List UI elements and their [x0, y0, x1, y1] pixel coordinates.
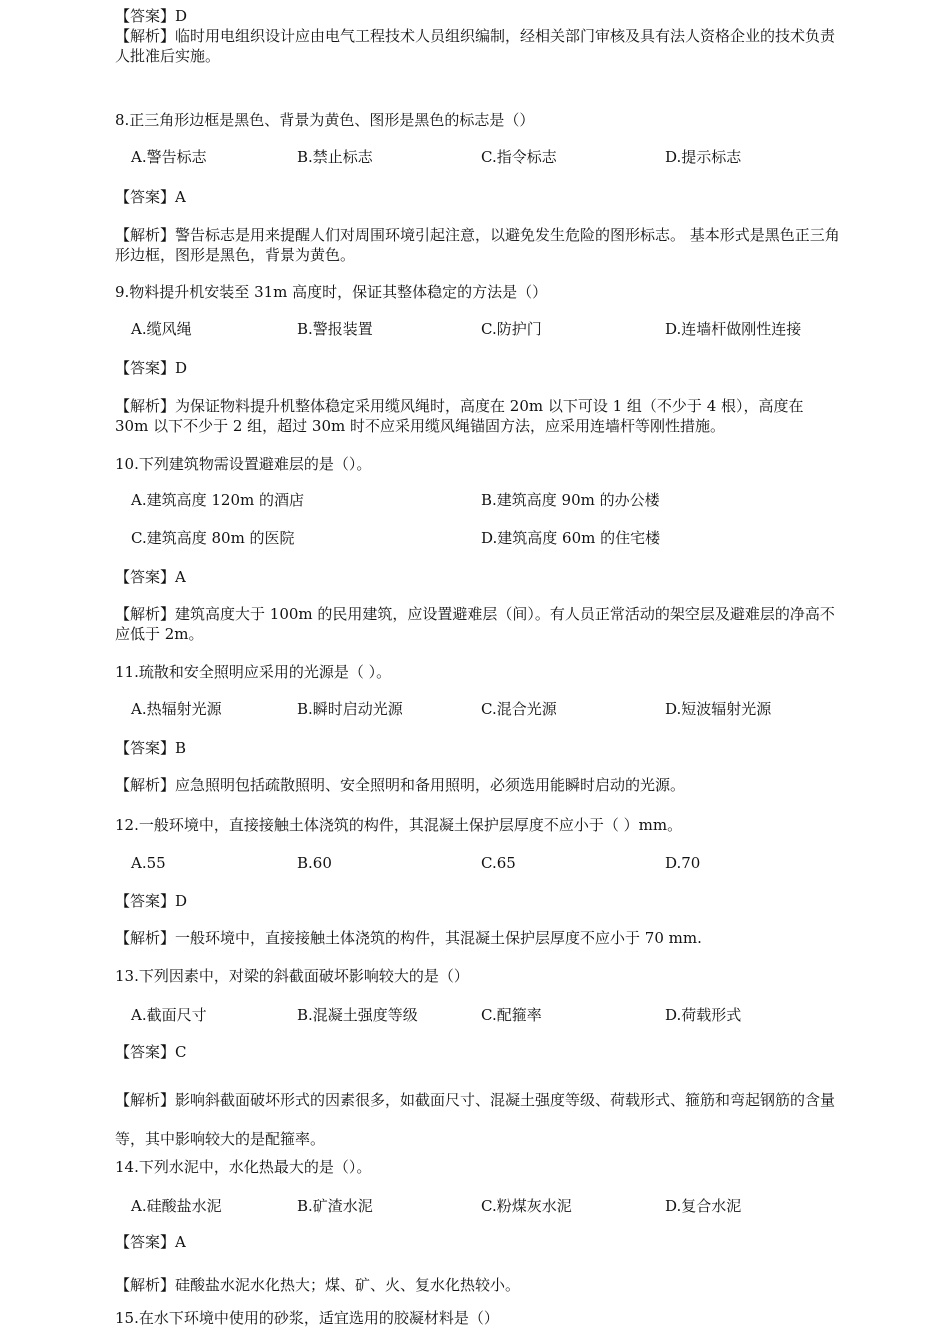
answer-line: 【答案】A [115, 1233, 186, 1251]
analysis-paragraph: 【解析】应急照明包括疏散照明、安全照明和备用照明，必须选用能瞬时启动的光源。 [115, 776, 686, 794]
analysis-paragraph: 【解析】为保证物料提升机整体稳定采用缆风绳时，高度在 20m 以下可设 1 组（不少于 4 根），高度在 30m 以下不少于 2 组，超过 30m 时不应采用缆风绳锚固方法，应采用连墙杆等刚性措施。 [115, 397, 804, 435]
question-stem: 14.下列水泥中，水化热最大的是（）。 [115, 1158, 372, 1176]
answer-line: 【答案】C [115, 1043, 187, 1061]
option-c: C.配箍率 [481, 1006, 542, 1024]
analysis-paragraph: 【解析】一般环境中，直接接触土体浇筑的构件，其混凝土保护层厚度不应小于 70 mm. [115, 929, 702, 947]
answer-line: 【答案】D [115, 359, 188, 377]
option-d: D.提示标志 [665, 148, 742, 166]
question-stem: 10.下列建筑物需设置避难层的是（）。 [115, 455, 372, 473]
option-c: C.建筑高度 80m 的医院 [131, 529, 295, 547]
option-d: D.短波辐射光源 [665, 700, 772, 718]
answer-line: 【答案】A [115, 188, 186, 206]
option-d: D.复合水泥 [665, 1197, 742, 1215]
option-b: B.建筑高度 90m 的办公楼 [481, 491, 660, 509]
option-a: A.55 [131, 854, 166, 872]
option-a: A.警告标志 [131, 148, 207, 166]
question-stem: 11.琉散和安全照明应采用的光源是（ ）。 [115, 663, 392, 681]
option-a: A.硅酸盐水泥 [131, 1197, 222, 1215]
option-c: C.混合光源 [481, 700, 557, 718]
option-b: B.矿渣水泥 [297, 1197, 373, 1215]
answer-line: 【答案】D [115, 7, 188, 25]
analysis-paragraph: 【解析】建筑高度大于 100m 的民用建筑，应设置避难层（间）。有人员正常活动的架空层及避难层的净高不应低于 2m。 [115, 605, 835, 643]
option-d: D.70 [665, 854, 701, 872]
analysis-paragraph: 【解析】临时用电组织设计应由电气工程技术人员组织编制，经相关部门审核及具有法人资格企业的技术负责人批准后实施。 [115, 27, 836, 65]
option-b: B.60 [297, 854, 332, 872]
answer-line: 【答案】B [115, 739, 187, 757]
analysis-paragraph: 【解析】警告标志是用来提醒人们对周围环境引起注意，以避免发生危险的图形标志。 基本形式是黑色正三角形边框，图形是黑色，背景为黄色。 [115, 226, 840, 264]
option-a: A.建筑高度 120m 的酒店 [131, 491, 304, 509]
option-a: A.缆风绳 [131, 320, 192, 338]
analysis-paragraph: 【解析】硅酸盐水泥水化热大；煤、矿、火、复水化热较小。 [115, 1276, 521, 1294]
option-c: C.防护门 [481, 320, 542, 338]
option-b: B.瞬时启动光源 [297, 700, 403, 718]
option-c: C.指令标志 [481, 148, 557, 166]
option-d: D.连墙杆做刚性连接 [665, 320, 802, 338]
question-stem: 9.物料提升机安装至 31m 高度时，保证其整体稳定的方法是（） [115, 283, 548, 301]
question-stem: 12.一般环境中，直接接触土体浇筑的构件，其混凝土保护层厚度不应小于（ ）mm。 [115, 816, 683, 834]
option-b: B.警报装置 [297, 320, 373, 338]
option-b: B.禁止标志 [297, 148, 373, 166]
option-d: D.建筑高度 60m 的住宅楼 [481, 529, 661, 547]
option-d: D.荷载形式 [665, 1006, 742, 1024]
option-c: C.粉煤灰水泥 [481, 1197, 572, 1215]
option-b: B.混凝土强度等级 [297, 1006, 418, 1024]
answer-line: 【答案】D [115, 892, 188, 910]
option-c: C.65 [481, 854, 516, 872]
question-stem: 13.下列因素中，对梁的斜截面破坏影响较大的是（） [115, 967, 469, 985]
answer-line: 【答案】A [115, 568, 186, 586]
analysis-paragraph: 【解析】影响斜截面破坏形式的因素很多，如截面尺寸、混凝土强度等级、荷载形式、箍筋和弯起钢筋的含量等，其中影响较大的是配箍率。 [115, 1091, 836, 1148]
option-a: A.截面尺寸 [131, 1006, 207, 1024]
question-stem: 8.正三角形边框是黑色、背景为黄色、图形是黑色的标志是（） [115, 111, 535, 129]
question-stem: 15.在水下环境中使用的砂浆，适宜选用的胶凝材料是（） [115, 1309, 499, 1327]
option-a: A.热辐射光源 [131, 700, 222, 718]
